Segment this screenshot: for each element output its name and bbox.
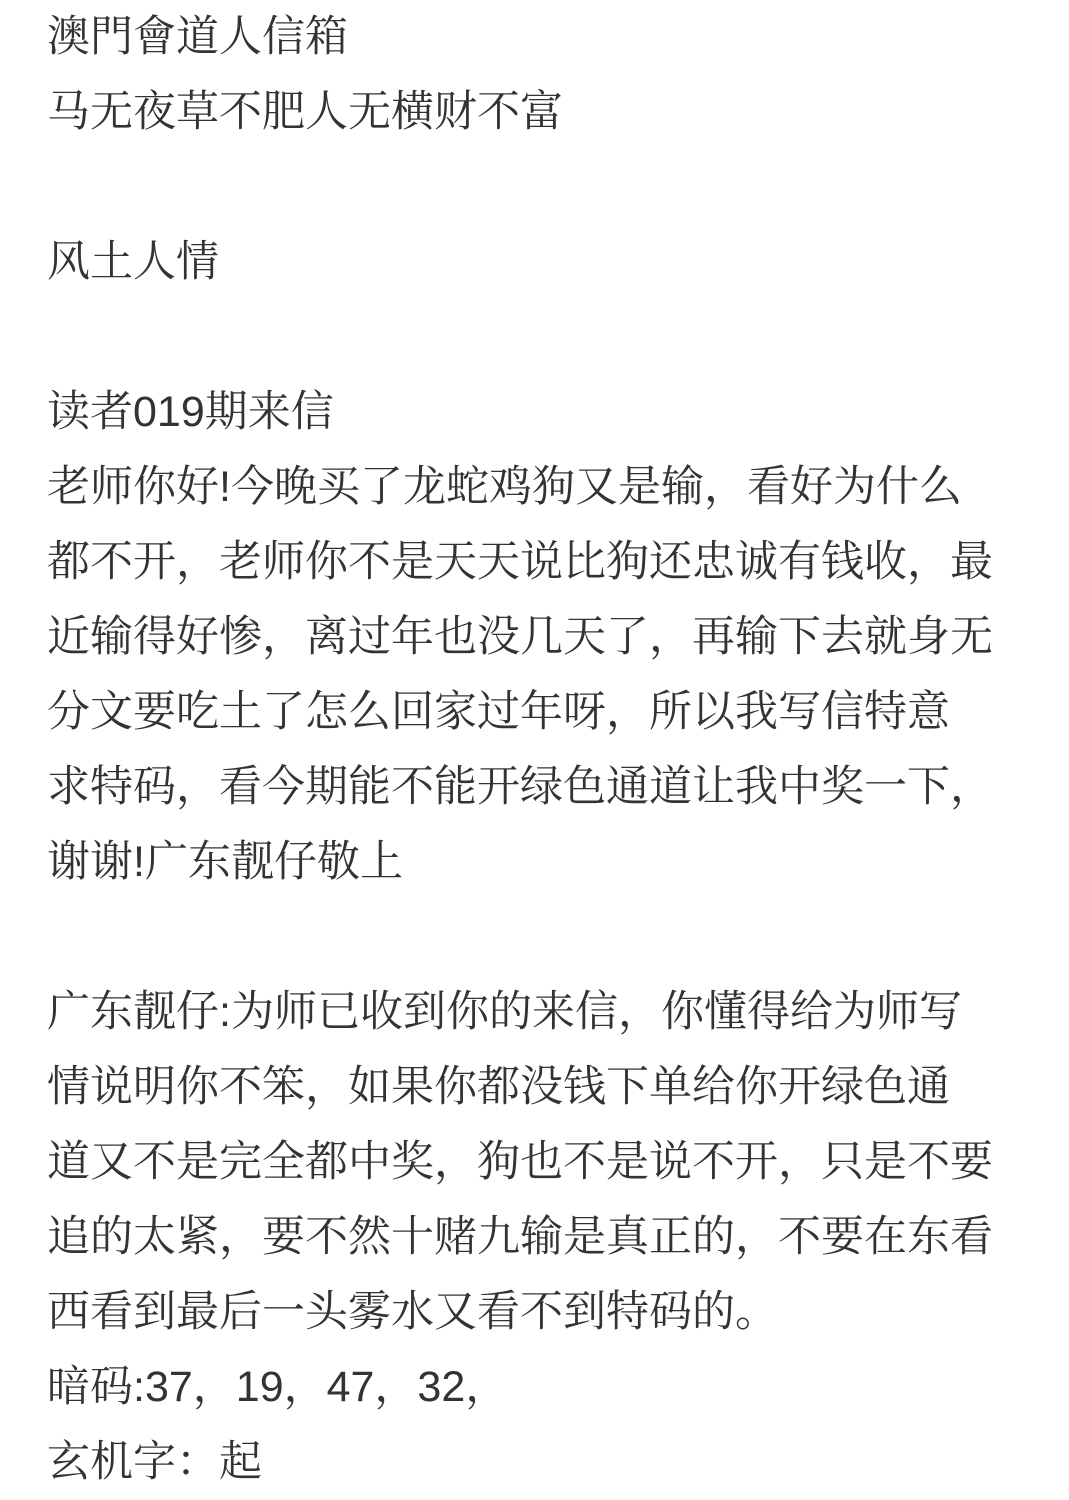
- blank-line: [47, 150, 1029, 225]
- blank-line: [47, 300, 1029, 375]
- letter-line: 近输得好惨，离过年也没几天了，再输下去就身无: [47, 613, 993, 661]
- letter-line: 老师你好!今晚买了龙蛇鸡狗又是输，看好为什么: [47, 463, 962, 511]
- letter-line: 求特码，看今期能不能开绿色通道让我中奖一下，: [47, 763, 993, 811]
- reply-line: 西看到最后一头雾水又看不到特码的。: [47, 1288, 778, 1336]
- mystery-word-line: 玄机字：起: [47, 1438, 262, 1486]
- reply-line: 广东靓仔:为师已收到你的来信，你懂得给为师写: [47, 988, 962, 1036]
- letter-signature-line: 谢谢!广东靓仔敬上: [47, 838, 403, 886]
- proverb-line: 马无夜草不肥人无横财不富: [47, 88, 563, 136]
- reply-line: 道又不是完全都中奖，狗也不是说不开，只是不要: [47, 1138, 993, 1186]
- reply-line: 追的太紧，要不然十赌九输是真正的，不要在东看: [47, 1213, 993, 1261]
- reply-line: 情说明你不笨，如果你都没钱下单给你开绿色通: [47, 1063, 950, 1111]
- section-heading: 风土人情: [47, 238, 219, 286]
- page-title: 澳門會道人信箱: [47, 13, 348, 61]
- letter-line: 分文要吃土了怎么回家过年呀，所以我写信特意: [47, 688, 950, 736]
- dark-code-line: 暗码:37，19，47，32，: [47, 1363, 509, 1411]
- letter-line: 都不开，老师你不是天天说比狗还忠诚有钱收，最: [47, 538, 993, 586]
- letter-heading: 读者019期来信: [47, 388, 334, 436]
- blank-line: [47, 900, 1029, 975]
